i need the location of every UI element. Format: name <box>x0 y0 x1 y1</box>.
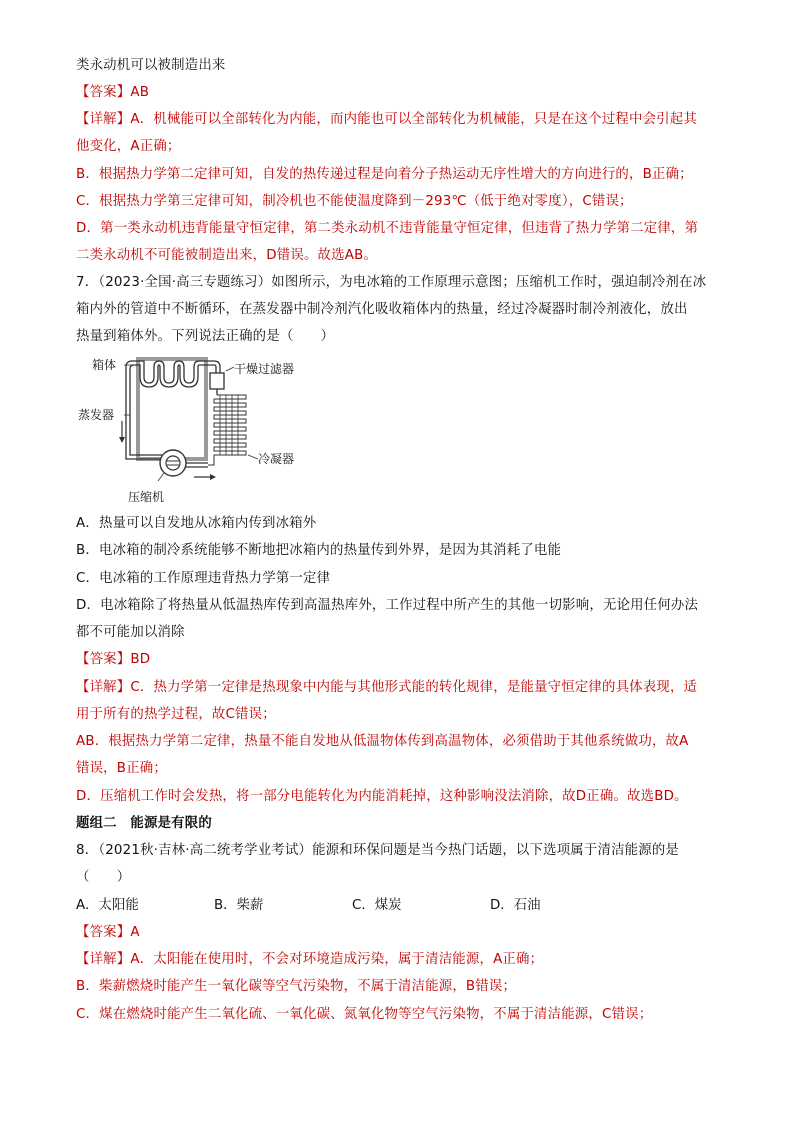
q8-answer: 【答案】A <box>76 925 140 940</box>
q8-stem-line: 8．（2021秋·吉林·高二统考学业考试）能源和环保问题是当今热门话题，以下选项属于清洁能源的是 <box>76 843 680 858</box>
q8-option-a: A．太阳能 <box>76 898 139 913</box>
compressor <box>160 450 186 476</box>
q7-stem-line: 热量到箱体外。下列说法正确的是（ ） <box>76 329 335 344</box>
q7-explanation-line: 【详解】C．热力学第一定律是热现象中内能与其他形式能的转化规律，是能量守恒定律的具体表现，适 <box>76 680 698 695</box>
q7-explanation-line: D．压缩机工作时会发热，将一部分电能转化为内能消耗掉，这种影响没法消除，故D正确。故选BD。 <box>76 789 688 804</box>
condenser-coil <box>208 395 246 465</box>
label-compressor: 压缩机 <box>128 490 165 504</box>
refrigerator-diagram <box>78 355 326 505</box>
q6-explanation-line: C．根据热力学第三定律可知，制冷机也不能使温度降到－293℃（低于绝对零度），C错误； <box>76 194 633 209</box>
q6-explanation-line: 二类永动机不可能被制造出来，D错误。故选AB。 <box>76 248 378 263</box>
q8-option-d: D．石油 <box>490 898 541 913</box>
q8-explanation-line: C．煤在燃烧时能产生二氧化硫、一氧化碳、氮氧化物等空气污染物，不属于清洁能源，C错误； <box>76 1007 653 1022</box>
q7-option-a: A．热量可以自发地从冰箱内传到冰箱外 <box>76 516 317 531</box>
label-box: 箱体 <box>92 358 117 372</box>
q6-text-line: 类永动机可以被制造出来 <box>76 58 226 73</box>
q7-option-d-cont: 都不可能加以消除 <box>76 625 185 640</box>
q7-explanation-line: 错误，B正确； <box>76 761 167 776</box>
q8-explanation-line: 【详解】A．太阳能在使用时，不会对环境造成污染，属于清洁能源，A正确； <box>76 952 544 967</box>
q6-explanation-line: 他变化，A正确； <box>76 139 181 154</box>
q8-explanation-line: B．柴薪燃烧时能产生一氧化碳等空气污染物，不属于清洁能源，B错误； <box>76 979 517 994</box>
label-condenser: 冷凝器 <box>258 452 295 466</box>
q8-stem-line: （ ） <box>76 870 131 885</box>
fridge-box <box>138 359 206 459</box>
q7-stem-line: 7．（2023·全国·高三专题练习）如图所示，为电冰箱的工作原理示意图；压缩机工作时，强迫制冷剂在冰 <box>76 275 707 290</box>
q6-explanation-line: D．第一类永动机违背能量守恒定律，第二类永动机不违背能量守恒定律，但违背了热力学第二定律，第 <box>76 221 699 236</box>
q7-option-c: C．电冰箱的工作原理违背热力学第一定律 <box>76 571 331 586</box>
q6-explanation-line: 【详解】A．机械能可以全部转化为内能，而内能也可以全部转化为机械能，只是在这个过程中会引起其 <box>76 112 697 127</box>
section-heading: 题组二 能源是有限的 <box>76 816 212 831</box>
q7-stem-line: 箱内外的管道中不断循环，在蒸发器中制冷剂汽化吸收箱体内的热量，经过冷凝器时制冷剂液化，放出 <box>76 302 688 317</box>
q7-option-d: D．电冰箱除了将热量从低温热库传到高温热库外，工作过程中所产生的其他一切影响，无论用任何办法 <box>76 598 699 613</box>
q8-option-c: C．煤炭 <box>352 898 402 913</box>
q7-explanation-line: AB．根据热力学第二定律，热量不能自发地从低温物体传到高温物体，必须借助于其他系统做功，故A <box>76 734 689 749</box>
q6-answer: 【答案】AB <box>76 85 150 100</box>
label-dryer-filter: 干燥过滤器 <box>234 362 295 376</box>
label-evaporator: 蒸发器 <box>78 408 115 422</box>
q7-option-b: B．电冰箱的制冷系统能够不断地把冰箱内的热量传到外界，是因为其消耗了电能 <box>76 543 562 558</box>
q7-answer: 【答案】BD <box>76 652 151 667</box>
dryer-filter <box>210 373 224 389</box>
q6-explanation-line: B．根据热力学第二定律可知，自发的热传递过程是向着分子热运动无序性增大的方向进行的，B正确； <box>76 167 693 182</box>
q8-option-b: B．柴薪 <box>214 898 264 913</box>
q7-explanation-line: 用于所有的热学过程，故C错误； <box>76 707 276 722</box>
